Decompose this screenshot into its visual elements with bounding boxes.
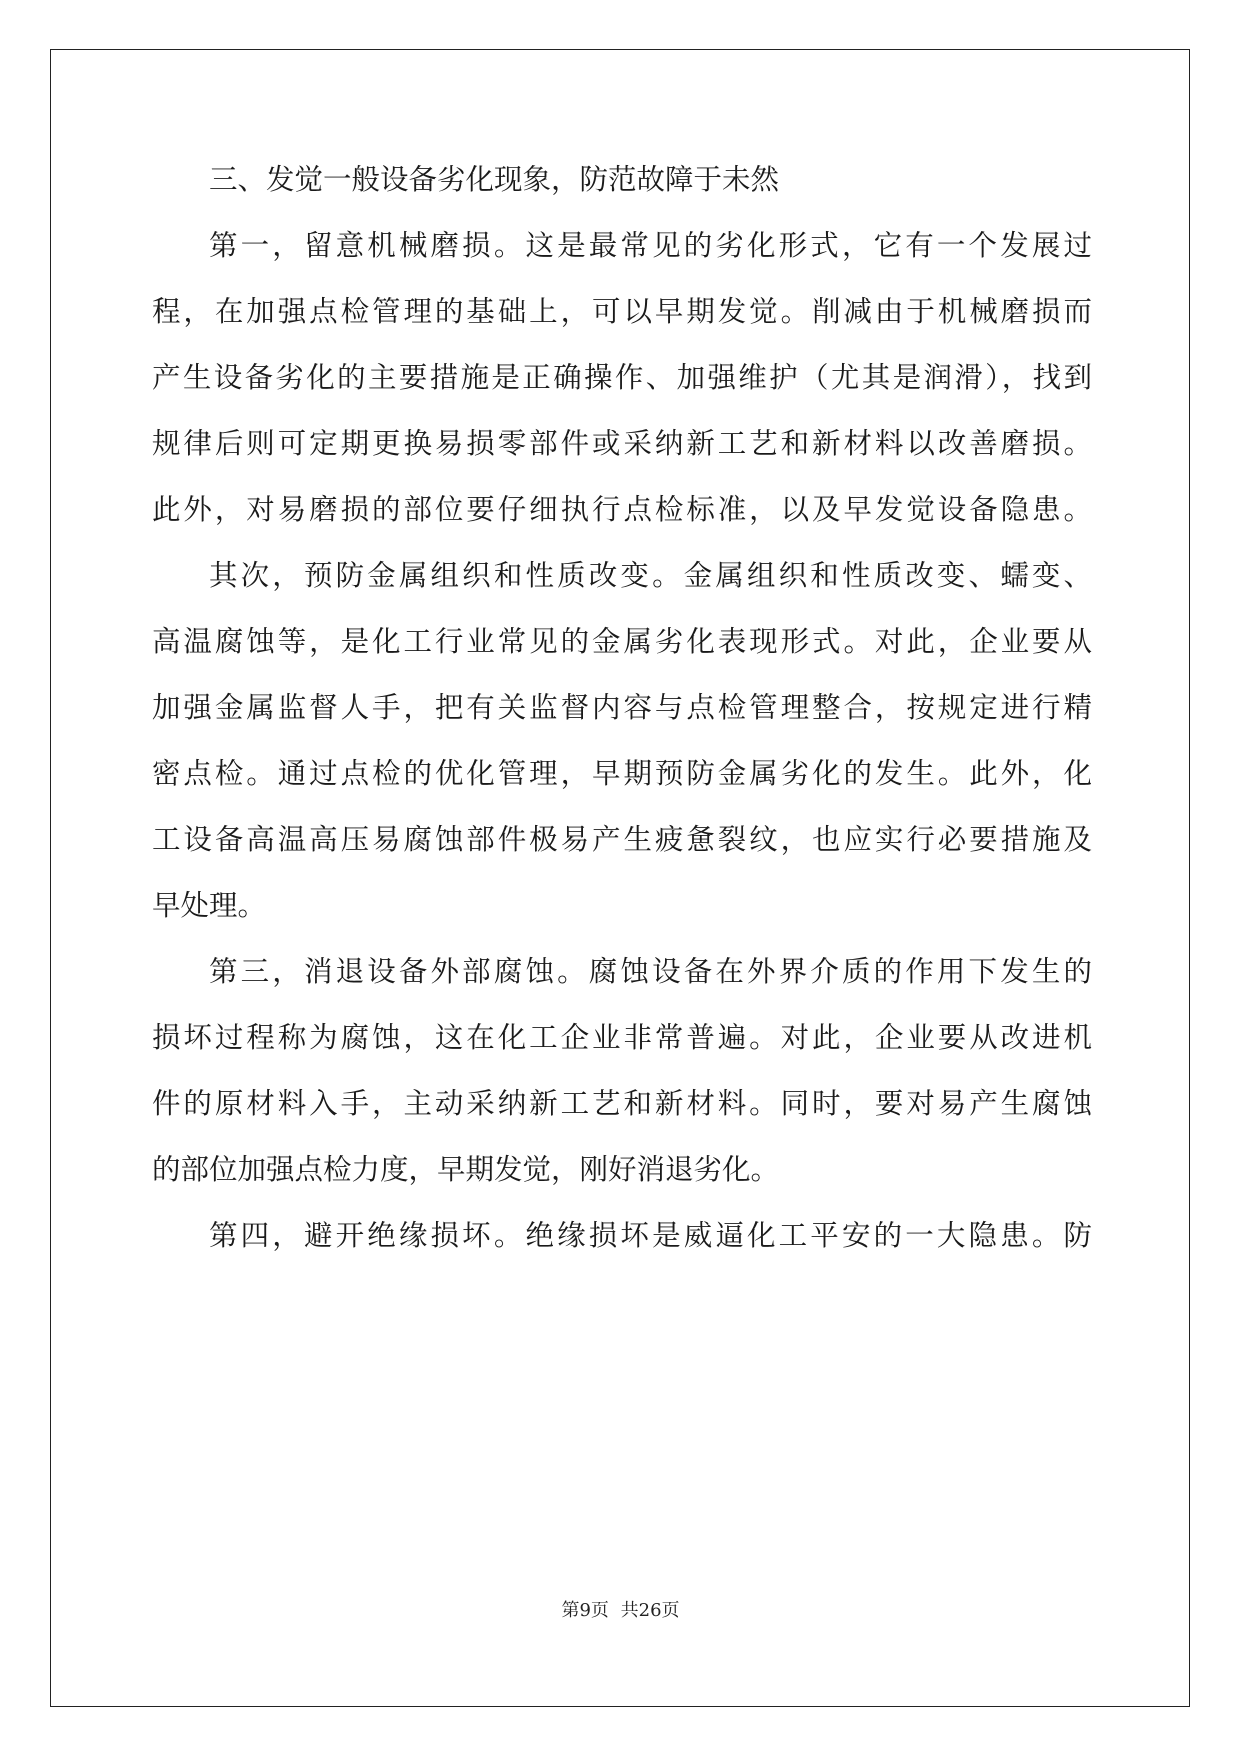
section-heading: 三、发觉一般设备劣化现象，防范故障于未然	[209, 163, 780, 196]
paragraph-line: 第四，避开绝缘损坏。绝缘损坏是威逼化工平安的一大隐患。防	[209, 1219, 1092, 1252]
page-footer	[0, 1596, 1241, 1622]
page-total: 共26页	[620, 1600, 680, 1621]
paragraph-line: 件的原材料入手，主动采纳新工艺和新材料。同时，要对易产生腐蚀	[152, 1087, 1092, 1120]
paragraph-line: 此外，对易磨损的部位要仔细执行点检标准，以及早发觉设备隐患。	[152, 493, 1092, 526]
paragraph-line: 损坏过程称为腐蚀，这在化工企业非常普遍。对此，企业要从改进机	[152, 1021, 1092, 1054]
paragraph-line: 第一，留意机械磨损。这是最常见的劣化形式，它有一个发展过	[209, 229, 1092, 262]
page-number: 第9页	[561, 1600, 609, 1621]
paragraph-line: 高温腐蚀等，是化工行业常见的金属劣化表现形式。对此，企业要从	[152, 625, 1092, 658]
paragraph-line: 规律后则可定期更换易损零部件或采纳新工艺和新材料以改善磨损。	[152, 427, 1092, 460]
paragraph-line: 第三，消退设备外部腐蚀。腐蚀设备在外界介质的作用下发生的	[209, 955, 1092, 988]
paragraph-line: 程，在加强点检管理的基础上，可以早期发觉。削减由于机械磨损而	[152, 295, 1092, 328]
paragraph-line: 工设备高温高压易腐蚀部件极易产生疲惫裂纹，也应实行必要措施及	[152, 823, 1092, 856]
paragraph-line: 其次，预防金属组织和性质改变。金属组织和性质改变、蠕变、	[209, 559, 1092, 592]
paragraph-line: 早处理。	[152, 889, 267, 922]
paragraph-line: 加强金属监督人手，把有关监督内容与点检管理整合，按规定进行精	[152, 691, 1092, 724]
paragraph-line: 的部位加强点检力度，早期发觉，刚好消退劣化。	[152, 1153, 780, 1186]
paragraph-line: 产生设备劣化的主要措施是正确操作、加强维护（尤其是润滑），找到	[152, 361, 1092, 394]
paragraph-line: 密点检。通过点检的优化管理，早期预防金属劣化的发生。此外，化	[152, 757, 1092, 790]
